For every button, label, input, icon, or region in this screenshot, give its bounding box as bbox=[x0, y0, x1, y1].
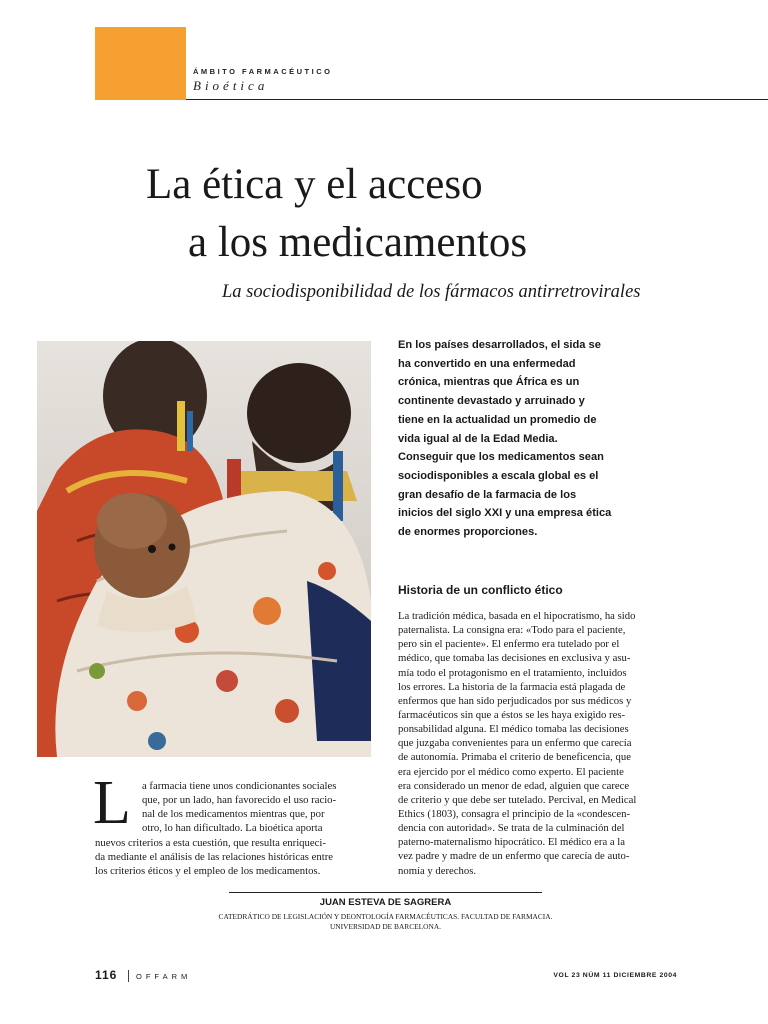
journal-name: OFFARM bbox=[136, 972, 192, 981]
text-line: dencia con autoridad». Se trata de la culminación del bbox=[398, 822, 625, 835]
text-line: que, por un lado, han favorecido el uso racio- bbox=[142, 794, 337, 807]
author-affiliation-line: CATEDRÁTICO DE LEGISLACIÓN Y DEONTOLOGÍA FARMACÉUTICAS. FACULTAD DE FARMACIA. bbox=[218, 912, 553, 921]
text-line: los errores. La historia de la farmacia está plagada de bbox=[398, 680, 626, 693]
header-rule bbox=[186, 99, 768, 100]
author-rule bbox=[229, 892, 542, 893]
text-line: vez padre y madre de un enfermo que carecía de auto- bbox=[398, 850, 630, 863]
text-line: médico, que tomaba las decisiones en exclusiva y asu- bbox=[398, 652, 631, 665]
text-line: paterno-maternalismo hipocrático. El médico era a la bbox=[398, 836, 626, 849]
issue-info: VOL 23 NÚM 11 DICIEMBRE 2004 bbox=[553, 972, 677, 979]
text-line: de autonomía. Primaba el criterio de beneficencia, que bbox=[398, 751, 631, 764]
text-line: nal de los medicamentos mientras que, por bbox=[142, 808, 325, 821]
text-line: los criterios éticos y el empleo de los medicamentos. bbox=[95, 864, 321, 877]
article-title-line2: a los medicamentos bbox=[188, 219, 528, 266]
text-line: La tradición médica, basada en el hipocratismo, ha sido bbox=[398, 610, 636, 622]
text-line: de criterio y que debe ser tutelado. Percival, en Medical bbox=[398, 793, 637, 806]
section-heading: Historia de un conflicto ético bbox=[398, 583, 563, 597]
text-line: farmacéuticos sin que a éstos se les haya exigido res- bbox=[398, 708, 626, 721]
article-photo bbox=[37, 341, 371, 757]
article-subtitle: La sociodisponibilidad de los fármacos antirretrovirales bbox=[222, 282, 641, 302]
body-column bbox=[398, 609, 677, 878]
page-number: 116 bbox=[95, 968, 118, 982]
text-line: mía todo el protagonismo en el tratamiento, incluidos bbox=[398, 666, 627, 679]
section-color-block bbox=[95, 27, 186, 100]
text-line: pero sin el paciente». El enfermo era tutelado por el bbox=[398, 638, 620, 651]
section-label: ÁMBITO FARMACÉUTICO bbox=[193, 67, 333, 76]
text-line: nuevos criterios a esta cuestión, que resulta enriqueci- bbox=[95, 836, 326, 849]
author-affiliation bbox=[190, 912, 581, 932]
text-line: era considerado un menor de edad, alguien que carece bbox=[398, 779, 630, 792]
text-line: da mediante el análisis de las relaciones históricas entre bbox=[95, 850, 334, 863]
text-line: otro, lo han dificultado. La bioética aporta bbox=[142, 822, 323, 835]
text-line: ponsabilidad alguna. El médico tomaba las decisiones bbox=[398, 723, 629, 736]
text-line: paternalista. La consigna era: «Todo para el paciente, bbox=[398, 624, 626, 637]
text-line: Ethics (1803), consagra el principio de la «condescen- bbox=[398, 807, 631, 820]
text-line: enfermos que han sido perjudicados por sus médicos y bbox=[398, 694, 632, 707]
section-subtitle: Bioética bbox=[193, 78, 269, 93]
author-affiliation-line: UNIVERSIDAD DE BARCELONA. bbox=[329, 922, 442, 931]
lead-text: En los países desarrollados, el sida se ha convertido en una enfermedad crónica, mientras que África es un continente devastado y arruinado y tiene en la actualidad un promedio de vida igual al de la Edad Media. Conseguir que los medicamentos sean sociodisponibles a escala global es el gran desafío de la farmacia de los inicios del siglo XXI y una empresa ética de enormes proporciones. bbox=[398, 339, 612, 539]
text-line: a farmacia tiene unos condicionantes sociales bbox=[142, 780, 337, 792]
intro-paragraph bbox=[95, 779, 385, 878]
lead-paragraph bbox=[398, 336, 613, 542]
article-title-line1: La ética y el acceso bbox=[146, 161, 483, 208]
text-line: era ejercido por el médico como experto. El paciente bbox=[398, 765, 624, 778]
text-line: que juzgaba convenientes para un enfermo que carecía bbox=[398, 737, 632, 750]
footer-separator bbox=[128, 970, 129, 982]
author-name: JUAN ESTEVA DE SAGRERA bbox=[319, 897, 452, 908]
text-line: nomía y derechos. bbox=[398, 864, 477, 877]
drop-cap: L bbox=[93, 769, 131, 837]
